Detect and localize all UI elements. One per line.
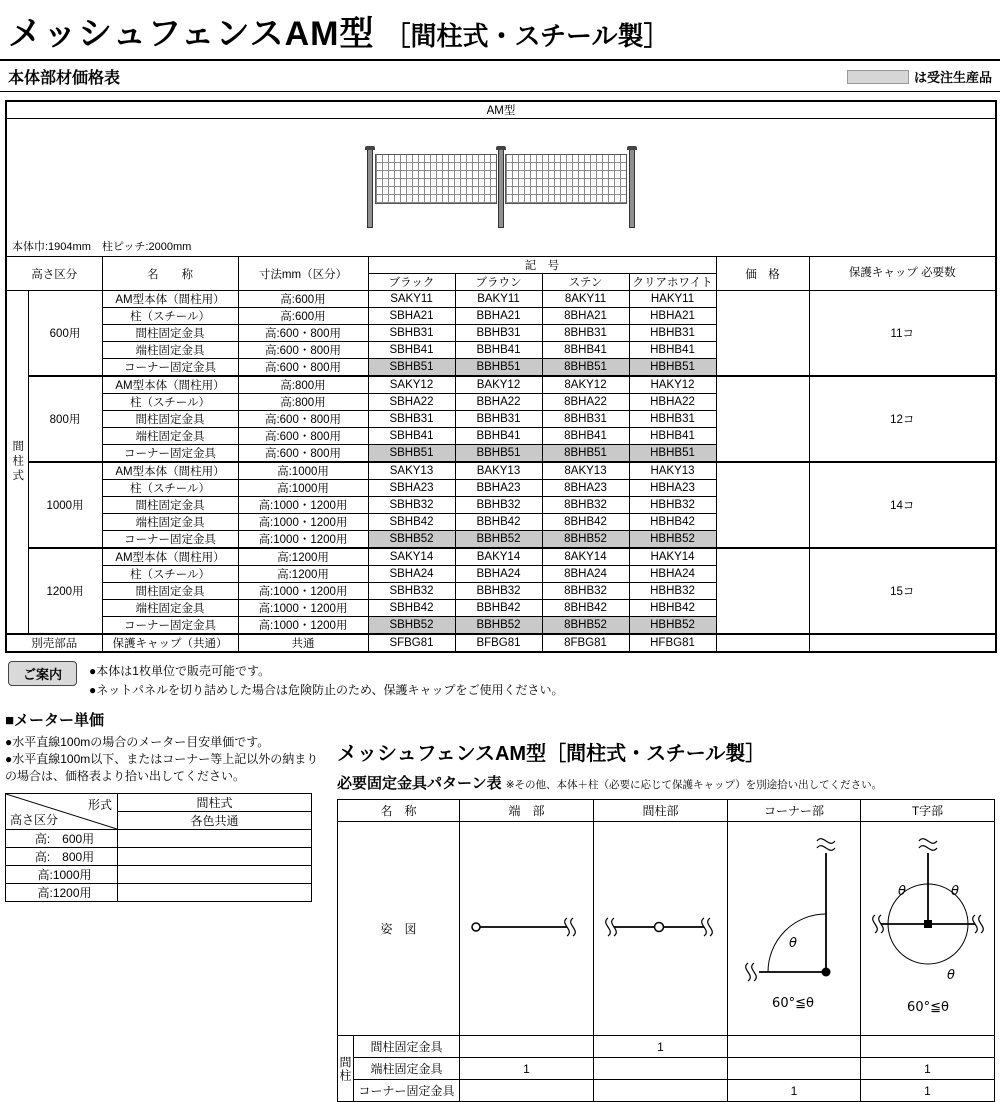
product-code: SBHB51	[368, 445, 455, 463]
product-code: 8BHB42	[542, 514, 629, 531]
product-code: 8BHB42	[542, 600, 629, 617]
meter-price-section	[5, 709, 323, 901]
product-code: 8AKY13	[542, 462, 629, 480]
product-code: SBHB52	[368, 531, 455, 549]
end-section-figure	[460, 822, 594, 1036]
height-category: 600用	[28, 291, 102, 377]
product-code: HBHB51	[629, 359, 716, 377]
product-code: HBHA24	[629, 566, 716, 583]
product-code: SBHB51	[368, 359, 455, 377]
price-row	[6, 376, 996, 394]
product-code: HBHB42	[629, 514, 716, 531]
product-code: SBHB32	[368, 583, 455, 600]
product-code: HBHB41	[629, 342, 716, 359]
part-name: 間柱固定金具	[102, 325, 238, 342]
part-dimension: 高:1000用	[238, 462, 368, 480]
part-dimension: 高:1000・1200用	[238, 497, 368, 514]
product-code: BAKY12	[455, 376, 542, 394]
cap-count: 15コ	[809, 548, 996, 634]
pattern-row	[337, 1080, 994, 1102]
guide-label: ご案内	[8, 661, 77, 686]
product-code: BBHB41	[455, 342, 542, 359]
height-category: 1000用	[28, 462, 102, 548]
col-price: 価 格	[716, 257, 809, 291]
fence-post	[498, 149, 504, 228]
meter-table	[5, 793, 312, 902]
product-code: HBHB42	[629, 600, 716, 617]
order-legend-swatch	[847, 70, 909, 84]
post-cap	[496, 146, 506, 150]
product-code: BBHA22	[455, 394, 542, 411]
col-color-clearwhite: クリアホワイト	[629, 274, 716, 291]
pattern-subtitle-row	[337, 772, 995, 793]
part-dimension: 高:800用	[238, 376, 368, 394]
part-name: AM型本体（間柱用）	[102, 291, 238, 308]
height-row-label: 高: 800用	[6, 847, 118, 865]
part-dimension: 高:600用	[238, 291, 368, 308]
price-row	[6, 462, 996, 480]
theta-label: θ	[951, 884, 959, 900]
product-code: BBHB51	[455, 445, 542, 463]
product-code: HBHB51	[629, 445, 716, 463]
height-category: 800用	[28, 376, 102, 462]
price-row	[6, 291, 996, 308]
guide-note: ●ネットパネルを切り詰めした場合は危険防止のため、保護キャップをご使用ください。	[89, 682, 564, 697]
height-header-label: 高さ区分	[10, 812, 59, 827]
cap-count	[809, 634, 996, 652]
product-code: SBHB31	[368, 411, 455, 428]
part-dimension: 高:600・800用	[238, 411, 368, 428]
product-code: BBHB31	[455, 325, 542, 342]
angle-constraint-label: 60°≦θ	[907, 1000, 949, 1016]
pattern-subtitle: 必要固定金具パターン表	[336, 775, 502, 793]
part-dimension: 高:1000・1200用	[238, 531, 368, 549]
height-row-label: 高: 600用	[6, 829, 118, 847]
product-code: HAKY12	[629, 376, 716, 394]
part-name: 柱（スチール）	[102, 394, 238, 411]
bottom-area	[0, 699, 1000, 1102]
col-symbol: 記 号	[368, 257, 716, 274]
product-code: BBHB51	[455, 359, 542, 377]
product-code: BBHB32	[455, 583, 542, 600]
tee-section-figure	[861, 822, 995, 1036]
product-code: SAKY12	[368, 376, 455, 394]
product-code: 8AKY12	[542, 376, 629, 394]
product-code: 8BHB52	[542, 531, 629, 549]
price-list-label: 本体部材価格表	[8, 70, 121, 87]
part-name: 間柱固定金具	[102, 583, 238, 600]
theta-label: θ	[898, 884, 906, 900]
product-code: BBHB31	[455, 411, 542, 428]
height-category: 1200用	[28, 548, 102, 634]
end-figure-svg	[464, 902, 589, 952]
pattern-subtitle-note: ※その他、本体＋柱（必要に応じて保護キャップ）を別途拾い出してください。	[505, 779, 883, 792]
product-code: 8BHB51	[542, 445, 629, 463]
pattern-row	[337, 1058, 994, 1080]
fence-dimensions-note: 本体巾:1904mm 柱ピッチ:2000mm	[12, 241, 192, 253]
part-name: コーナー固定金具	[102, 531, 238, 549]
col-color-brown: ブラウン	[455, 274, 542, 291]
colors-common-cell: 各色共通	[118, 811, 312, 829]
meter-note: ●水平直線100mの場合のメーター目安単価です。	[5, 735, 270, 750]
model-value: 間柱式	[118, 793, 312, 811]
product-code: BBHA24	[455, 566, 542, 583]
meter-price-cell	[118, 883, 312, 901]
pattern-section-title: メッシュフェンスAM型［間柱式・スチール製］	[336, 743, 766, 766]
part-dimension: 高:800用	[238, 394, 368, 411]
subheader	[0, 61, 1000, 92]
product-code: 8BHB31	[542, 325, 629, 342]
figure-row-label: 姿 図	[337, 822, 459, 1036]
fitting-count	[460, 1080, 594, 1102]
product-code: 8AKY14	[542, 548, 629, 566]
product-code: BBHB41	[455, 428, 542, 445]
price-row-extra	[6, 634, 996, 652]
product-code: 8BHA24	[542, 566, 629, 583]
product-code: HBHA22	[629, 394, 716, 411]
fitting-name: 端柱固定金具	[353, 1058, 459, 1080]
pattern-col-tee: T字部	[861, 800, 995, 822]
fitting-count	[861, 1036, 995, 1058]
product-code: BAKY14	[455, 548, 542, 566]
part-dimension: 高:600・800用	[238, 325, 368, 342]
fence-illustration	[7, 119, 995, 256]
page-title: メッシュフェンスAM型	[8, 15, 375, 53]
pattern-table	[337, 799, 995, 1102]
fitting-name: コーナー固定金具	[353, 1080, 459, 1102]
fitting-count: 1	[594, 1036, 728, 1058]
fitting-count: 1	[460, 1058, 594, 1080]
product-code: BBHA23	[455, 480, 542, 497]
meter-section-title: ■メーター単価	[5, 712, 105, 730]
tee-figure-svg	[863, 827, 993, 1027]
product-code: BAKY11	[455, 291, 542, 308]
product-code: SBHB31	[368, 325, 455, 342]
fence-post	[367, 149, 373, 228]
product-code: SBHA22	[368, 394, 455, 411]
product-code: BBHB52	[455, 617, 542, 635]
col-color-stainless: ステン	[542, 274, 629, 291]
product-code: 8BHB31	[542, 411, 629, 428]
part-name: コーナー固定金具	[102, 359, 238, 377]
product-code: SBHA21	[368, 308, 455, 325]
product-code: SAKY11	[368, 291, 455, 308]
product-code: HBHA21	[629, 308, 716, 325]
part-name: 端柱固定金具	[102, 514, 238, 531]
product-code: 8BHB41	[542, 428, 629, 445]
part-dimension: 共通	[238, 634, 368, 652]
price-cell	[716, 548, 809, 634]
table-title: AM型	[6, 101, 996, 119]
part-dimension: 高:600・800用	[238, 359, 368, 377]
part-name: コーナー固定金具	[102, 445, 238, 463]
col-cap-count: 保護キャップ 必要数	[809, 257, 996, 291]
mesh-panel	[505, 154, 627, 204]
part-name: AM型本体（間柱用）	[102, 462, 238, 480]
guide-note: ●本体は1枚単位で販売可能です。	[89, 664, 270, 678]
price-cell	[716, 291, 809, 377]
diagonal-header-cell	[6, 793, 118, 829]
fitting-name: 間柱固定金具	[353, 1036, 459, 1058]
product-code: 8BHB32	[542, 497, 629, 514]
part-name: 間柱固定金具	[102, 497, 238, 514]
part-name: 端柱固定金具	[102, 600, 238, 617]
cap-count: 11コ	[809, 291, 996, 377]
product-code: SAKY13	[368, 462, 455, 480]
pattern-table-body	[337, 1036, 994, 1102]
product-code: SFBG81	[368, 634, 455, 652]
product-code: HBHB31	[629, 411, 716, 428]
price-row	[6, 548, 996, 566]
part-name: AM型本体（間柱用）	[102, 548, 238, 566]
guide-section	[0, 653, 1000, 699]
order-legend-text: は受注生産品	[913, 70, 992, 85]
height-row-label: 高:1000用	[6, 865, 118, 883]
stud-section-figure	[594, 822, 728, 1036]
meter-price-cell	[118, 865, 312, 883]
page-subtitle: ［間柱式・スチール製］	[384, 21, 670, 51]
fence-illustration-cell	[6, 119, 996, 257]
fitting-count	[594, 1058, 728, 1080]
col-name: 名 称	[102, 257, 238, 291]
price-cell	[716, 462, 809, 548]
side-label-vertical: 間柱式	[6, 291, 28, 635]
product-code: 8BHA21	[542, 308, 629, 325]
product-code: SBHB32	[368, 497, 455, 514]
part-dimension: 高:1200用	[238, 566, 368, 583]
product-code: 8BHB51	[542, 359, 629, 377]
fitting-count: 1	[728, 1080, 861, 1102]
part-dimension: 高:600・800用	[238, 428, 368, 445]
order-legend	[847, 67, 992, 86]
part-dimension: 高:1000用	[238, 480, 368, 497]
part-name: 保護キャップ（共通）	[102, 634, 238, 652]
guide-notes	[89, 661, 564, 699]
part-name: 端柱固定金具	[102, 342, 238, 359]
product-code: HBHB32	[629, 497, 716, 514]
product-code: BBHB42	[455, 514, 542, 531]
mesh-panel	[375, 154, 497, 204]
product-code: 8BHB52	[542, 617, 629, 635]
part-name: 柱（スチール）	[102, 480, 238, 497]
page-header	[0, 0, 1000, 61]
fitting-count	[460, 1036, 594, 1058]
product-code: HBHB32	[629, 583, 716, 600]
pattern-section	[337, 709, 995, 1102]
fence-drawing	[365, 146, 637, 230]
part-name: 柱（スチール）	[102, 308, 238, 325]
col-dimension: 寸法mm（区分）	[238, 257, 368, 291]
part-name: コーナー固定金具	[102, 617, 238, 635]
product-code: BBHB42	[455, 600, 542, 617]
price-table	[5, 100, 997, 653]
part-name: AM型本体（間柱用）	[102, 376, 238, 394]
product-code: HAKY14	[629, 548, 716, 566]
corner-figure-svg	[731, 827, 857, 1027]
post-cap	[365, 146, 375, 150]
product-code: HBHB41	[629, 428, 716, 445]
model-header-label: 形式	[87, 797, 112, 812]
product-code: HAKY13	[629, 462, 716, 480]
cap-count: 12コ	[809, 376, 996, 462]
pattern-row	[337, 1036, 994, 1058]
product-code: 8FBG81	[542, 634, 629, 652]
col-height: 高さ区分	[6, 257, 102, 291]
pattern-col-name: 名 称	[337, 800, 459, 822]
fitting-count	[728, 1058, 861, 1080]
cap-count: 14コ	[809, 462, 996, 548]
part-dimension: 高:1000・1200用	[238, 514, 368, 531]
product-code: SBHB41	[368, 342, 455, 359]
fitting-count: 1	[861, 1058, 995, 1080]
meter-note: ●水平直線100m以下、またはコーナー等上記以外の納まりの場合は、価格表より拾い出してください。	[5, 751, 319, 783]
fitting-count	[594, 1080, 728, 1102]
part-name: 端柱固定金具	[102, 428, 238, 445]
angle-constraint-label: 60°≦θ	[772, 996, 814, 1012]
fitting-count	[728, 1036, 861, 1058]
corner-section-figure	[728, 822, 861, 1036]
product-code: BBHB32	[455, 497, 542, 514]
pattern-col-corner: コーナー部	[728, 800, 861, 822]
part-dimension: 高:1000・1200用	[238, 583, 368, 600]
part-dimension: 高:600・800用	[238, 342, 368, 359]
price-cell	[716, 634, 809, 652]
product-code: BBHB52	[455, 531, 542, 549]
product-code: SBHB42	[368, 514, 455, 531]
part-dimension: 高:600・800用	[238, 445, 368, 463]
product-code: SBHA24	[368, 566, 455, 583]
product-code: BAKY13	[455, 462, 542, 480]
meter-price-cell	[118, 829, 312, 847]
product-code: SBHA23	[368, 480, 455, 497]
price-table-body	[6, 291, 996, 653]
product-code: SBHB41	[368, 428, 455, 445]
product-code: HBHB31	[629, 325, 716, 342]
product-code: HBHB52	[629, 531, 716, 549]
pattern-col-end: 端 部	[460, 800, 594, 822]
part-dimension: 高:1200用	[238, 548, 368, 566]
theta-label: θ	[947, 968, 955, 984]
pattern-col-stud: 間柱部	[594, 800, 728, 822]
pattern-side-label: 間柱	[337, 1036, 353, 1102]
fence-post	[629, 149, 635, 228]
theta-label: θ	[789, 936, 797, 952]
product-code: 8BHB32	[542, 583, 629, 600]
post-cap	[627, 146, 637, 150]
meter-price-cell	[118, 847, 312, 865]
product-code: HFBG81	[629, 634, 716, 652]
product-code: SBHB52	[368, 617, 455, 635]
fitting-count: 1	[861, 1080, 995, 1102]
part-dimension: 高:600用	[238, 308, 368, 325]
product-code: 8BHA22	[542, 394, 629, 411]
product-code: SAKY14	[368, 548, 455, 566]
height-row-label: 高:1200用	[6, 883, 118, 901]
price-cell	[716, 376, 809, 462]
product-code: 8BHB41	[542, 342, 629, 359]
product-code: SBHB42	[368, 600, 455, 617]
col-color-black: ブラック	[368, 274, 455, 291]
product-code: 8BHA23	[542, 480, 629, 497]
stud-figure-svg	[598, 902, 723, 952]
product-code: BFBG81	[455, 634, 542, 652]
product-code: HBHA23	[629, 480, 716, 497]
part-name: 間柱固定金具	[102, 411, 238, 428]
product-code: HAKY11	[629, 291, 716, 308]
part-dimension: 高:1000・1200用	[238, 617, 368, 635]
product-code: HBHB52	[629, 617, 716, 635]
product-code: 8AKY11	[542, 291, 629, 308]
product-code: BBHA21	[455, 308, 542, 325]
extra-parts-label: 別売部品	[6, 634, 102, 652]
part-name: 柱（スチール）	[102, 566, 238, 583]
part-dimension: 高:1000・1200用	[238, 600, 368, 617]
